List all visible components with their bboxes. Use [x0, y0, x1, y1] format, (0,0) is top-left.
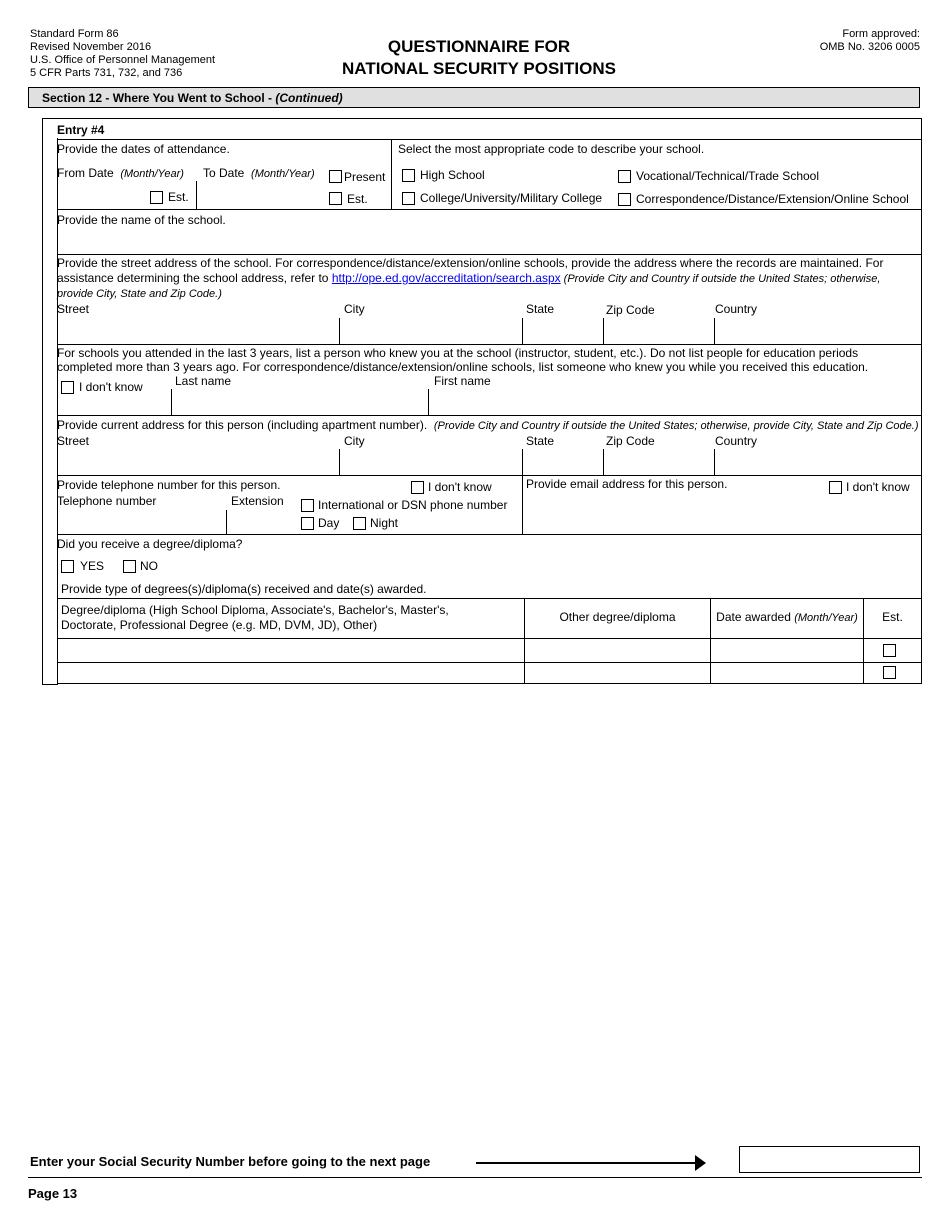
school-street-label: Street: [57, 302, 90, 316]
degree-row1-degree-input[interactable]: [58, 639, 523, 661]
day-checkbox[interactable]: [301, 517, 314, 530]
person-country-label: Country: [715, 434, 758, 448]
first-name-label: First name: [434, 374, 491, 388]
section-bar: [28, 87, 920, 108]
person-dont-know-label: I don't know: [79, 380, 143, 394]
day-label: Day: [318, 516, 340, 530]
est-col-header: Est.: [882, 610, 903, 624]
degree-yes-checkbox[interactable]: [61, 560, 74, 573]
degree-row2-degree-input[interactable]: [58, 663, 523, 682]
from-date-est-label: Est.: [168, 190, 189, 204]
night-label: Night: [370, 516, 399, 530]
vocational-label: Vocational/Technical/Trade School: [636, 169, 819, 183]
degree-row1-other-input[interactable]: [525, 639, 709, 661]
person-prompt: [57, 346, 919, 374]
arrow-head-icon: [695, 1155, 706, 1171]
degree-type-prompt: Provide type of degrees(s)/diploma(s) received and date(s) awarded.: [61, 582, 427, 596]
present-label: Present: [344, 170, 386, 184]
arrow-icon: [476, 1162, 696, 1164]
high-school-checkbox[interactable]: [402, 169, 415, 182]
degree-row2-est-checkbox[interactable]: [883, 666, 896, 679]
phone-dont-know-checkbox[interactable]: [411, 481, 424, 494]
from-date-label: From Date (Month/Year): [57, 166, 184, 180]
degree-row1-date-input[interactable]: [711, 639, 862, 661]
phone-prompt: Provide telephone number for this person.: [57, 478, 281, 492]
degree-row1-est-checkbox[interactable]: [883, 644, 896, 657]
degree-yes-label: YES: [80, 559, 105, 573]
degree-row2-other-input[interactable]: [525, 663, 709, 682]
to-date-est-checkbox[interactable]: [329, 192, 342, 205]
accreditation-link[interactable]: http://ope.ed.gov/accreditation/search.aspx: [331, 271, 561, 285]
degree-col-line1: Degree/diploma (High School Diploma, Associate's, Bachelor's, Master's,: [61, 603, 449, 617]
high-school-label: High School: [420, 168, 485, 182]
degree-col-header: [61, 603, 521, 633]
person-prompt-line2: completed more than 3 years ago. For correspondence/distance/extension/online schools, list someone who knew you while you received this education.: [57, 360, 869, 374]
degree-row2-date-input[interactable]: [711, 663, 862, 682]
section-title: Section 12 - Where You Went to School -: [42, 91, 276, 105]
page-title: [250, 36, 708, 80]
person-address-prompt: Provide current address for this person (including apartment number). (Provide City and Country if outside the United States; otherwise, provide City, State and Zip Code.): [57, 418, 919, 432]
vocational-checkbox[interactable]: [618, 170, 631, 183]
college-checkbox[interactable]: [402, 192, 415, 205]
school-state-label: State: [526, 302, 555, 316]
form-number: Standard Form 86: [30, 28, 119, 40]
dates-prompt: Provide the dates of attendance.: [57, 142, 230, 156]
address-hint-1: (Provide City and Country if outside the United States; otherwise,: [560, 273, 881, 285]
email-dont-know-checkbox[interactable]: [829, 481, 842, 494]
page-number: Page 13: [28, 1186, 78, 1201]
omb-number: OMB No. 3206 0005: [819, 41, 920, 53]
form-agency: U.S. Office of Personnel Management: [30, 54, 216, 66]
email-dont-know-label: I don't know: [846, 480, 910, 494]
address-prompt-line2: assistance determining the school address, refer to: [57, 271, 332, 285]
school-name-input[interactable]: [58, 229, 920, 253]
entry-label: Entry #4: [57, 123, 105, 137]
present-checkbox[interactable]: [329, 170, 342, 183]
school-city-label: City: [344, 302, 365, 316]
person-zip-label: Zip Code: [606, 434, 655, 448]
to-date-est-label: Est.: [347, 192, 368, 206]
address-prompt-line1: Provide the street address of the school. For correspondence/distance/extension/online schools, provide the address where the records are maintained. For: [57, 256, 884, 270]
form-revision: Revised November 2016: [30, 41, 152, 53]
phone-dont-know-label: I don't know: [428, 480, 492, 494]
college-label: College/University/Military College: [420, 191, 603, 205]
international-checkbox[interactable]: [301, 499, 314, 512]
international-label: International or DSN phone number: [318, 498, 508, 512]
last-name-label: Last name: [175, 374, 232, 388]
correspondence-checkbox[interactable]: [618, 193, 631, 206]
person-street-label: Street: [57, 434, 90, 448]
title-line-1: QUESTIONNAIRE FOR: [387, 37, 571, 56]
to-date-label: To Date (Month/Year): [203, 166, 315, 180]
school-zip-label: Zip Code: [606, 303, 655, 317]
extension-label: Extension: [231, 494, 284, 508]
omb-approval: [820, 28, 920, 54]
person-dont-know-checkbox[interactable]: [61, 381, 74, 394]
date-awarded-col-header: Date awarded (Month/Year): [716, 610, 858, 624]
degree-prompt: Did you receive a degree/diploma?: [57, 537, 243, 551]
school-name-prompt: Provide the name of the school.: [57, 213, 226, 227]
degree-no-checkbox[interactable]: [123, 560, 136, 573]
school-code-prompt: Select the most appropriate code to describe your school.: [398, 142, 705, 156]
from-date-est-checkbox[interactable]: [150, 191, 163, 204]
person-prompt-line1: For schools you attended in the last 3 years, list a person who knew you at the school (instructor, student, etc.). Do not list people for education periods: [57, 346, 859, 360]
ssn-input[interactable]: [739, 1146, 920, 1173]
title-line-2: NATIONAL SECURITY POSITIONS: [342, 59, 616, 78]
school-country-label: Country: [715, 302, 758, 316]
form-identifier: [30, 28, 215, 80]
correspondence-label: Correspondence/Distance/Extension/Online School: [636, 192, 909, 206]
approved-label: Form approved:: [842, 28, 920, 40]
night-checkbox[interactable]: [353, 517, 366, 530]
section-continued: (Continued): [275, 91, 343, 105]
email-prompt: Provide email address for this person.: [526, 477, 728, 491]
other-degree-col-header: Other degree/diploma: [559, 610, 676, 624]
degree-no-label: NO: [140, 559, 158, 573]
telephone-label: Telephone number: [57, 494, 157, 508]
ssn-prompt: Enter your Social Security Number before going to the next page: [30, 1154, 431, 1169]
person-city-label: City: [344, 434, 365, 448]
person-state-label: State: [526, 434, 555, 448]
address-hint-2: provide City, State and Zip Code.): [57, 288, 222, 300]
school-address-prompt: [57, 256, 919, 302]
degree-col-line2: Doctorate, Professional Degree (e.g. MD, DVM, JD), Other): [61, 618, 378, 632]
form-cfr: 5 CFR Parts 731, 732, and 736: [30, 67, 183, 79]
